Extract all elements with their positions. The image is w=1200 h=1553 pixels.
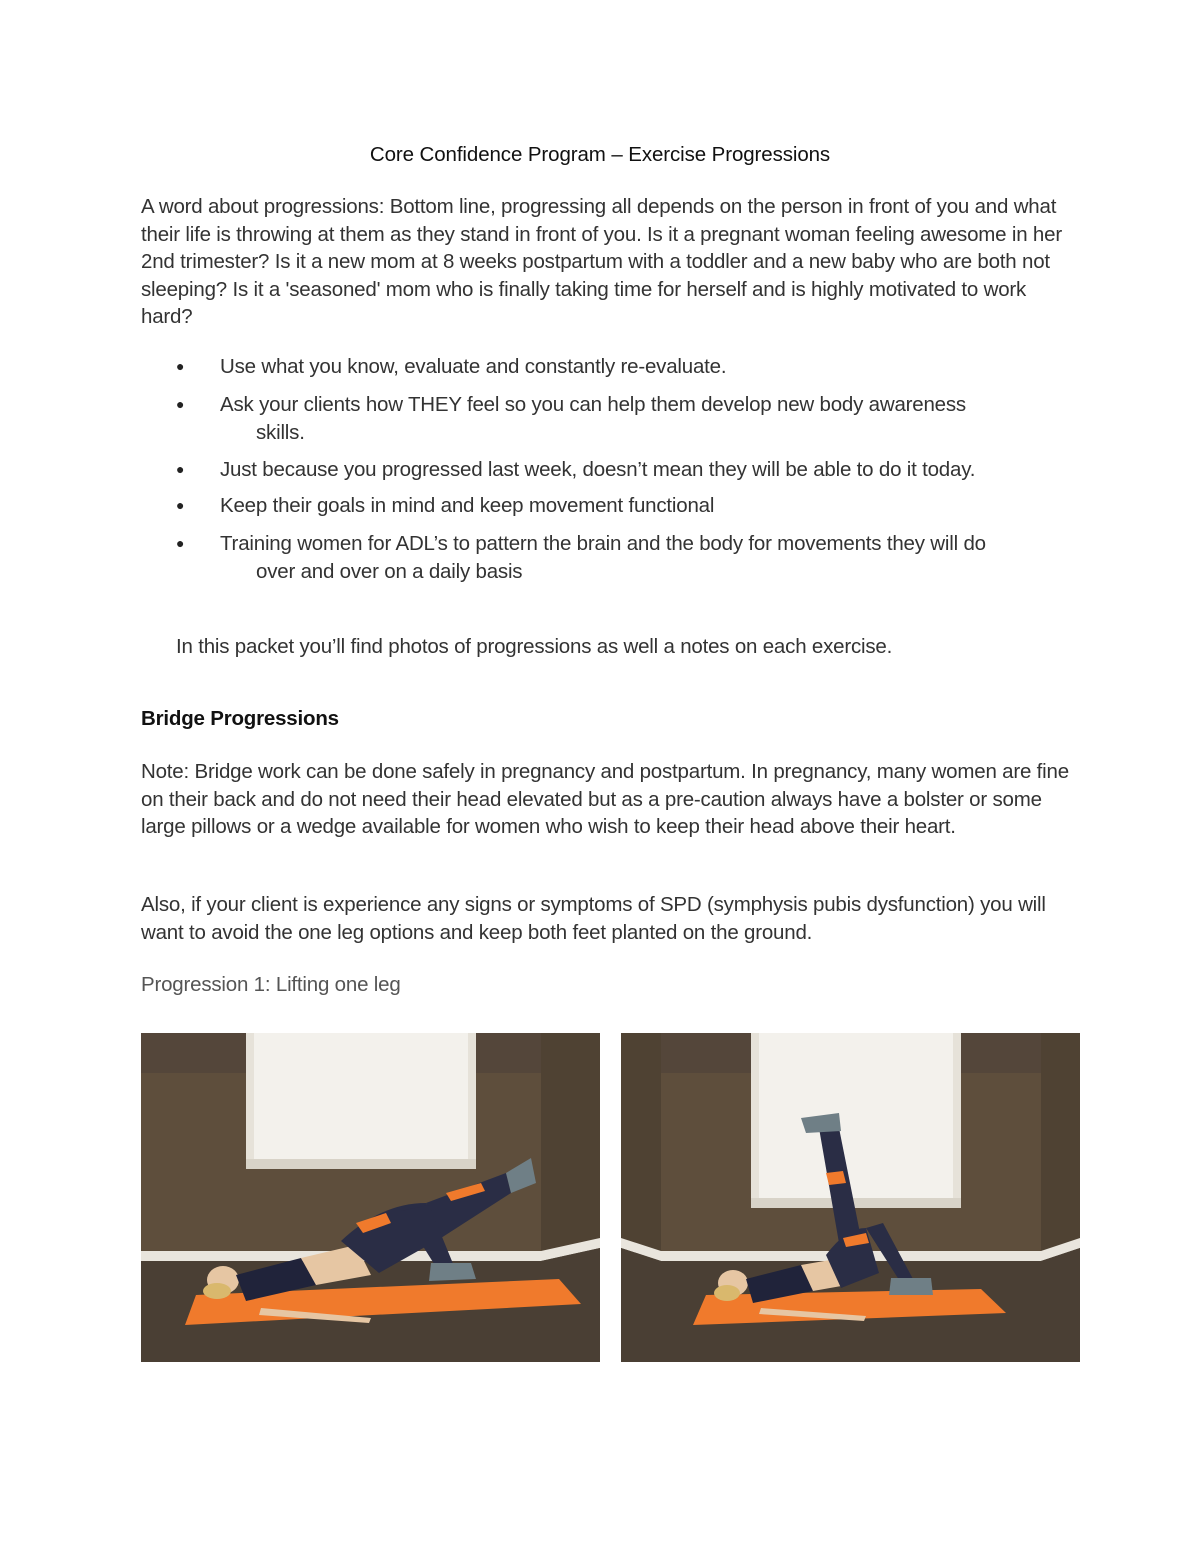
bullet-icon: ●: [176, 461, 185, 477]
bullet-text: Keep their goals in mind and keep movement functional: [220, 494, 715, 517]
bullet-text: Ask your clients how THEY feel so you can help them develop new body awareness: [220, 393, 966, 416]
bullet-text: Use what you know, evaluate and constantly re-evaluate.: [220, 355, 727, 378]
bullet-text-continuation: over and over on a daily basis: [256, 559, 523, 583]
note-paragraph: Note: Bridge work can be done safely in pregnancy and postpartum. In pregnancy, many women are fine on their back and do not need their head elevated but as a pre-caution always have a bolster or some large pillows or a wedge available for women who wish to keep their head above their heart.: [141, 760, 1069, 838]
bullet-icon: ●: [176, 535, 185, 551]
bullet-icon: ●: [176, 358, 185, 374]
section-heading: Bridge Progressions: [141, 707, 339, 730]
intro-paragraph: A word about progressions: Bottom line, progressing all depends on the person in front of you and what their life is throwing at them as they stand in front of you. Is it a pregnant woman feeling awesome in her 2nd trimester? Is it a new mom at 8 weeks postpartum with a toddler and a new baby who are both not sleeping? Is it a 'seasoned' mom who is finally taking time for herself and is highly motivated to work hard?: [141, 195, 1062, 328]
progression-label: Progression 1: Lifting one leg: [141, 973, 401, 996]
bullet-text-continuation: skills.: [256, 420, 305, 444]
packet-note: In this packet you’ll find photos of progressions as well a notes on each exercise.: [176, 635, 893, 658]
bridge-one-leg-raised-vertical-photo: [621, 1033, 1080, 1362]
page-title: Core Confidence Program – Exercise Progressions: [369, 143, 831, 166]
bullet-icon: ●: [176, 497, 185, 513]
also-paragraph: Also, if your client is experience any signs or symptoms of SPD (symphysis pubis dysfunction) you will want to avoid the one leg options and keep both feet planted on the ground.: [141, 893, 1046, 944]
bullet-text: Training women for ADL’s to pattern the brain and the body for movements they will do: [220, 532, 986, 555]
bullet-icon: ●: [176, 396, 185, 412]
bullet-text: Just because you progressed last week, doesn’t mean they will be able to do it today.: [220, 458, 976, 481]
bridge-one-leg-extended-photo: [141, 1033, 600, 1362]
